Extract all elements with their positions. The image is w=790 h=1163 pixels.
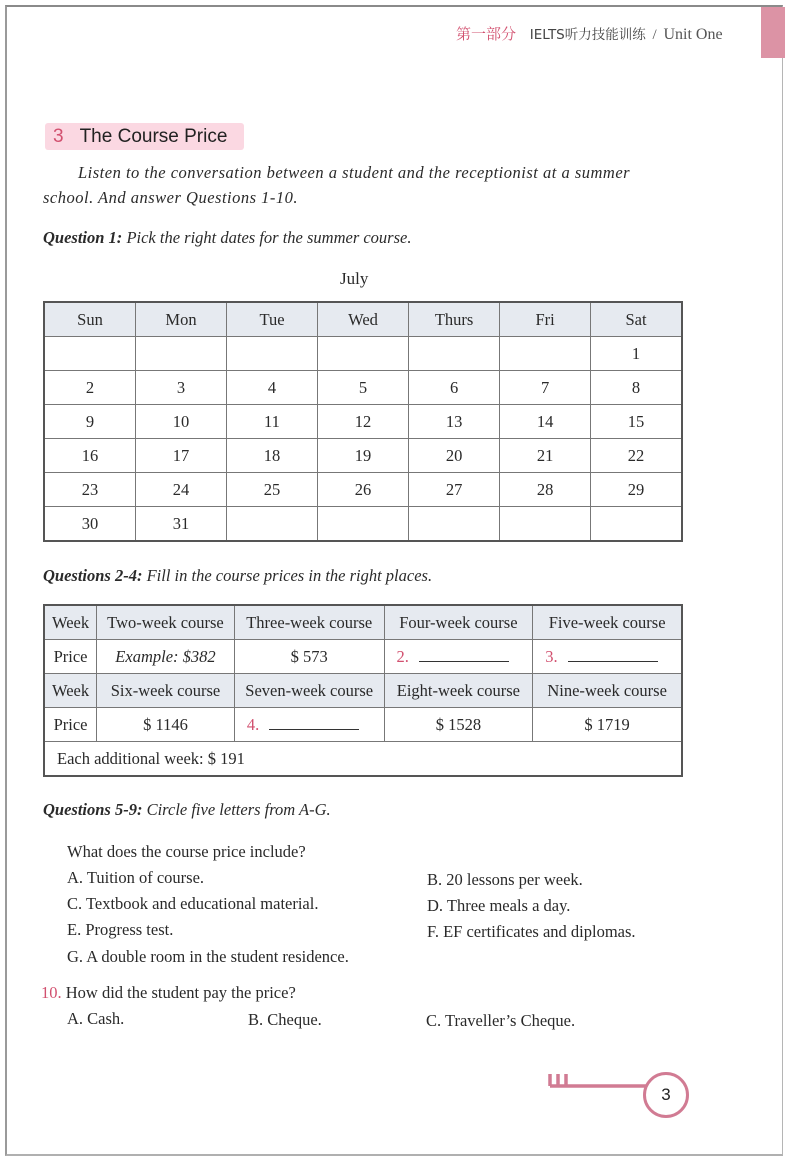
calendar-date-cell <box>227 337 318 371</box>
course-name-cell: Three-week course <box>234 605 384 640</box>
calendar-date-cell[interactable]: 6 <box>409 371 500 405</box>
calendar-date-cell[interactable]: 2 <box>44 371 135 405</box>
price-table <box>43 604 683 777</box>
week-label: Week <box>44 674 97 708</box>
price-week-row <box>44 605 682 640</box>
question-1-heading <box>43 228 411 248</box>
calendar-week-row <box>44 405 682 439</box>
header-book-title: IELTS听力技能训练 <box>529 27 646 43</box>
page-number: 3 <box>643 1072 689 1118</box>
price-week-row <box>44 674 682 708</box>
calendar-date-cell[interactable]: 20 <box>409 439 500 473</box>
questions-2-4-label: Questions 2-4: <box>43 566 143 585</box>
calendar-date-cell[interactable]: 7 <box>500 371 591 405</box>
course-name-cell: Five-week course <box>533 605 682 640</box>
option-a[interactable]: A. Tuition of course. <box>67 868 205 887</box>
q10-option-c[interactable]: C. Traveller’s Cheque. <box>426 1011 576 1030</box>
price-label: Price <box>44 708 97 742</box>
answer-blank[interactable] <box>419 649 509 662</box>
calendar-date-cell[interactable]: 13 <box>409 405 500 439</box>
calendar-date-cell <box>317 337 408 371</box>
q10-option-b[interactable]: B. Cheque. <box>248 1010 322 1029</box>
price-blank-cell <box>533 640 682 674</box>
question-10-number: 10. <box>41 983 62 1002</box>
calendar-week-row <box>44 337 682 371</box>
corner-tab <box>761 7 785 58</box>
calendar-week-row <box>44 507 682 542</box>
calendar-day-header: Mon <box>135 302 226 337</box>
option-c[interactable]: C. Textbook and educational material. <box>67 894 319 913</box>
section-title: The Course Price <box>79 125 228 147</box>
questions-5-9-heading <box>43 800 331 820</box>
additional-week-row <box>44 742 682 777</box>
calendar-date-cell <box>317 507 408 542</box>
intro-line-1: Listen to the conversation between a student and the receptionist at a summer <box>78 163 631 182</box>
calendar-date-cell[interactable]: 15 <box>591 405 682 439</box>
question-1-label: Question 1: <box>43 228 123 247</box>
calendar-date-cell[interactable]: 18 <box>227 439 318 473</box>
question-number: 2. <box>396 646 409 666</box>
course-name-cell: Four-week course <box>384 605 533 640</box>
week-label: Week <box>44 605 97 640</box>
key-icon <box>548 1068 648 1098</box>
course-name-cell: Nine-week course <box>533 674 682 708</box>
header-separator: / <box>652 27 657 43</box>
calendar-date-cell[interactable]: 4 <box>227 371 318 405</box>
question-10 <box>41 983 296 1003</box>
example-price-cell: Example: $382 <box>97 640 235 674</box>
calendar-table <box>43 301 683 542</box>
calendar-date-cell[interactable]: 29 <box>591 473 682 507</box>
intro-paragraph <box>43 160 688 210</box>
calendar-date-cell <box>409 337 500 371</box>
calendar-date-cell <box>591 507 682 542</box>
course-name-cell: Seven-week course <box>234 674 384 708</box>
course-name-cell: Two-week course <box>97 605 235 640</box>
calendar-date-cell[interactable]: 22 <box>591 439 682 473</box>
calendar-week-row <box>44 439 682 473</box>
questions-2-4-text: Fill in the course prices in the right places. <box>146 566 433 585</box>
questions-2-4-heading <box>43 566 432 586</box>
price-value-cell: $ 573 <box>234 640 384 674</box>
price-value-cell: $ 1719 <box>533 708 682 742</box>
calendar-day-header: Wed <box>317 302 408 337</box>
option-f[interactable]: F. EF certificates and diplomas. <box>427 922 636 941</box>
running-head <box>456 24 723 45</box>
calendar-date-cell <box>44 337 135 371</box>
header-unit: Unit One <box>663 26 723 43</box>
calendar-date-cell[interactable]: 10 <box>135 405 226 439</box>
answer-blank[interactable] <box>269 717 359 730</box>
calendar-date-cell[interactable]: 25 <box>227 473 318 507</box>
calendar-date-cell <box>135 337 226 371</box>
calendar-date-cell[interactable]: 9 <box>44 405 135 439</box>
questions-5-9-text: Circle five letters from A-G. <box>146 800 331 819</box>
calendar-date-cell[interactable]: 28 <box>500 473 591 507</box>
section-number: 3 <box>53 125 64 147</box>
calendar-date-cell <box>227 507 318 542</box>
price-row <box>44 640 682 674</box>
calendar-day-header: Sun <box>44 302 135 337</box>
intro-line-2: school. And answer Questions 1-10. <box>43 188 299 207</box>
question-number: 4. <box>246 714 260 734</box>
calendar-week-row <box>44 473 682 507</box>
header-part: 第一部分 <box>456 25 517 43</box>
question-number: 3. <box>545 646 558 666</box>
calendar-day-header: Sat <box>591 302 682 337</box>
calendar-date-cell[interactable]: 8 <box>591 371 682 405</box>
calendar-day-header: Thurs <box>409 302 500 337</box>
calendar-date-cell[interactable]: 31 <box>135 507 226 542</box>
calendar-week-row <box>44 371 682 405</box>
calendar-date-cell[interactable]: 14 <box>500 405 591 439</box>
course-name-cell: Six-week course <box>97 674 235 708</box>
calendar-month: July <box>340 269 369 288</box>
option-b[interactable]: B. 20 lessons per week. <box>427 870 583 889</box>
calendar-date-cell[interactable]: 11 <box>227 405 318 439</box>
price-blank-cell <box>384 640 533 674</box>
calendar-day-header: Tue <box>227 302 318 337</box>
price-blank-cell <box>234 708 384 742</box>
price-row <box>44 708 682 742</box>
calendar-date-cell[interactable]: 12 <box>317 405 408 439</box>
calendar-date-cell <box>409 507 500 542</box>
price-value-cell: $ 1146 <box>97 708 235 742</box>
calendar-date-cell[interactable]: 19 <box>317 439 408 473</box>
q10-option-a[interactable]: A. Cash. <box>67 1009 125 1028</box>
calendar-day-header: Fri <box>500 302 591 337</box>
calendar-date-cell[interactable]: 26 <box>317 473 408 507</box>
questions-5-9-label: Questions 5-9: <box>43 800 143 819</box>
calendar-date-cell[interactable]: 23 <box>44 473 135 507</box>
calendar-date-cell[interactable]: 16 <box>44 439 135 473</box>
calendar-date-cell[interactable]: 3 <box>135 371 226 405</box>
calendar-date-cell[interactable]: 5 <box>317 371 408 405</box>
additional-week-note: Each additional week: $ 191 <box>44 742 682 777</box>
option-g[interactable]: G. A double room in the student residence. <box>67 947 349 966</box>
calendar-date-cell[interactable]: 21 <box>500 439 591 473</box>
calendar-date-cell[interactable]: 1 <box>591 337 682 371</box>
calendar-date-cell[interactable]: 30 <box>44 507 135 542</box>
price-value-cell: $ 1528 <box>384 708 533 742</box>
calendar-date-cell <box>500 507 591 542</box>
option-e[interactable]: E. Progress test. <box>67 920 174 939</box>
questions-5-9-prompt: What does the course price include? <box>67 842 306 861</box>
calendar-date-cell <box>500 337 591 371</box>
answer-blank[interactable] <box>568 649 658 662</box>
question-1-text: Pick the right dates for the summer course. <box>126 228 412 247</box>
section-heading <box>45 123 244 150</box>
question-10-prompt: How did the student pay the price? <box>65 983 296 1002</box>
calendar-date-cell[interactable]: 17 <box>135 439 226 473</box>
calendar-header-row <box>44 302 682 337</box>
option-d[interactable]: D. Three meals a day. <box>427 896 571 915</box>
course-name-cell: Eight-week course <box>384 674 533 708</box>
calendar-date-cell[interactable]: 27 <box>409 473 500 507</box>
price-label: Price <box>44 640 97 674</box>
calendar-date-cell[interactable]: 24 <box>135 473 226 507</box>
